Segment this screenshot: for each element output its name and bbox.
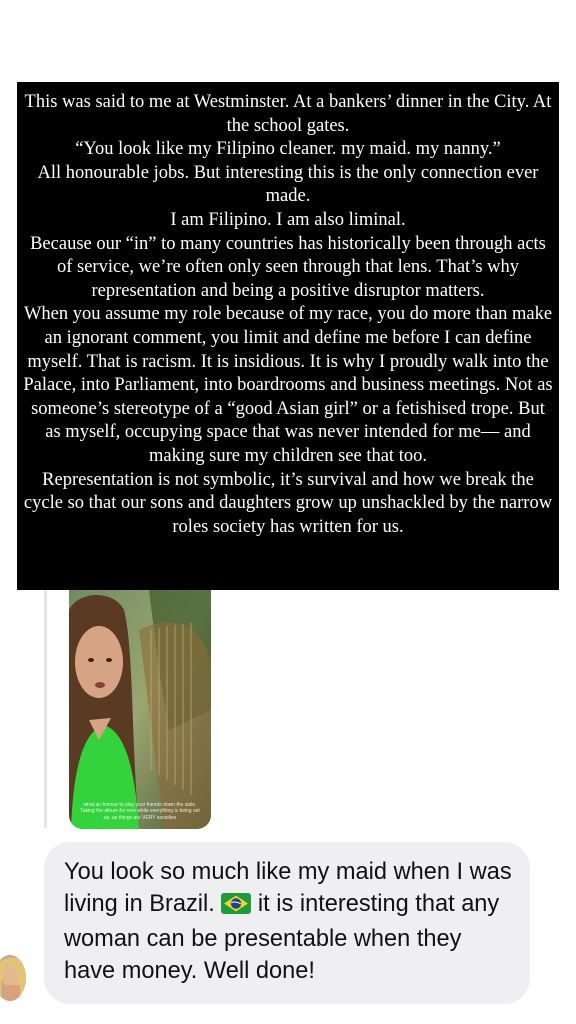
quote-line-6: When you assume my role because of my race, you do more than make an ignorant comment, you limit and define me before I can define myself. That is racism. It is insidious. It is why I proudly walk into the Palace, into Parliament, into boardrooms and business meetings. Not as someone’s stereotype of a “good Asian girl” or a fetishised trope. But as myself, occupying space that was never intended for me— and making sure my children see that too. (23, 304, 553, 466)
story-caption: what an honour to play your friends down the aisle. Taking the album for now while everything is being set up, as things are VERY sensitive (80, 801, 200, 821)
quote-text-block (17, 82, 559, 590)
quote-line-2: “You look like my Filipino cleaner. my maid. my nanny.” (75, 139, 501, 160)
quote-line-1: This was said to me at Westminster. At a bankers’ dinner in the City. At the school gates. (24, 92, 552, 136)
message-text-part-1: You look so much like my maid when I was living in Brazil. (64, 859, 512, 917)
brazil-flag-icon (221, 891, 251, 923)
story-photo (69, 590, 211, 829)
message-text-part-2: it is interesting that any woman can be presentable when they have money. Well done! (64, 891, 500, 984)
reply-indicator-line (44, 590, 47, 828)
message-bubble[interactable] (44, 842, 530, 1004)
story-reply-thumbnail[interactable] (69, 590, 211, 829)
quote-line-5: Because our “in” to many countries has historically been through acts of service, we’re often only seen through that lens. That’s why representation and being a positive disruptor matters. (30, 233, 546, 301)
quote-line-3: All honourable jobs. But interesting this is the only connection ever made. (37, 162, 539, 207)
quote-line-7: Representation is not symbolic, it’s survival and how we break the cycle so that our sons and daughters grow up unshackled by the narrow roles society has written for us. (23, 469, 553, 537)
quote-line-4: I am Filipino. I am also liminal. (170, 209, 406, 230)
sender-avatar[interactable] (0, 955, 26, 1001)
